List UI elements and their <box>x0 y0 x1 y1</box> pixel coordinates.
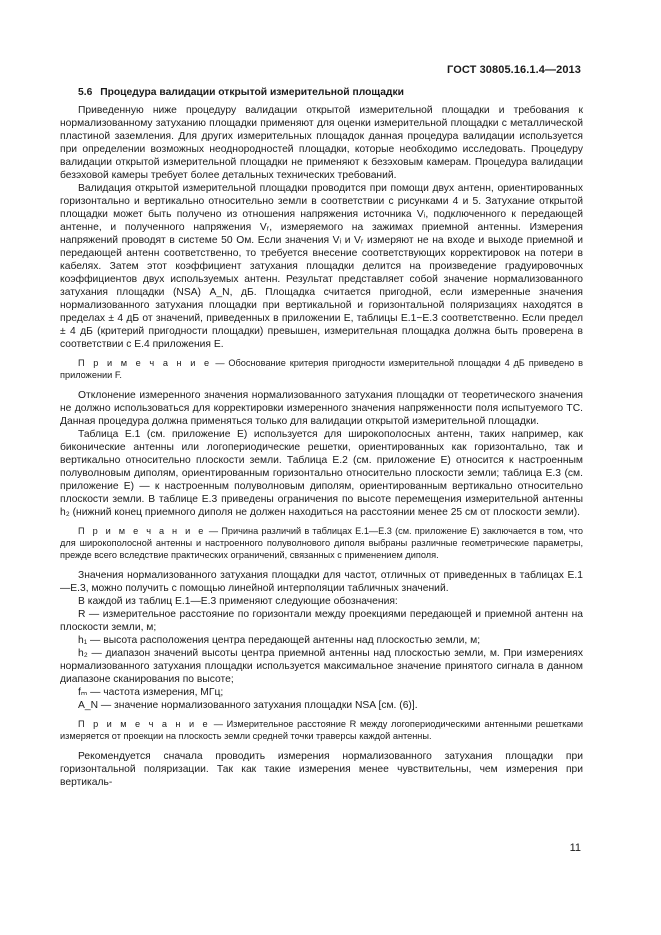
paragraph-recommendation: Рекомендуется сначала проводить измерения нормализованного затухания площадки при горизонтальной поляризации. Так как такие измерения менее чувствительны, чем измерения при вертикаль- <box>60 751 583 788</box>
section-title: Процедура валидации открытой измерительной площадки <box>100 87 404 98</box>
paragraph-tables: Таблица Е.1 (см. приложение Е) используется для широкополосных антенн, таких например, как биконические антенны или логопериодические решетки, ориентированных как горизонтально, так и вертикально относительно плоскости земли. Таблица Е.2 (см. приложение Е) относится к настроенным полуволновым диполям, ориентированным горизонтально относительно плоскости земли; таблица Е.3 (см. приложение Е) — к настроенным полуволновым диполям, ориентированным вертикально относительно плоскости земли. В таблице Е.3 приведены ограничения по высоте перемещения измерительной антенны h₂ (нижний конец приемного диполя не должен находиться на расстоянии менее 25 см от плоскости земли). <box>60 429 583 518</box>
note-3 <box>60 718 583 742</box>
definition-R: R — измерительное расстояние по горизонтали между проекциями передающей и приемной антенн на плоскости земли, м; <box>60 609 583 633</box>
note-label: П р и м е ч а н и е <box>78 526 206 536</box>
page-number: 11 <box>569 842 581 854</box>
note-3-text: — Измерительное расстояние R между логопериодическими антенными решетками измеряется от проекции на плоскость земли средней точки траверсы каждой антенны. <box>60 719 583 741</box>
paragraph-notation-intro: В каждой из таблиц Е.1—Е.3 применяют следующие обозначения: <box>78 596 398 607</box>
definition-AN: A_N — значение нормализованного затухания площадки NSA [см. (6)]. <box>78 700 418 711</box>
section-heading <box>78 86 583 99</box>
note-2 <box>60 525 583 561</box>
note-1 <box>60 357 583 381</box>
definition-fm: fₘ — частота измерения, МГц; <box>78 687 224 698</box>
paragraph-deviation: Отклонение измеренного значения нормализованного затухания площадки от теоретического значения не должно использоваться для корректировки измеренного значения напряженности поля испытуемого ТС. Данная процедура должна применяться только для валидации открытой измерительной площадки. <box>60 390 583 427</box>
note-1-text: — Обоснование критерия пригодности измерительной площадки 4 дБ приведено в приложении F. <box>60 358 583 380</box>
paragraph-validation-method: Валидация открытой измерительной площадки проводится при помощи двух антенн, ориентированных горизонтально и вертикально относительно земли в соответствии с рисунками 4 и 5. Затухание открытой площадки может быть получено из отношения напряжения источника Vᵢ, подключенного к передающей антенне, и полученного напряжения Vᵣ, измеряемого на зажимах приемной антенны. Измерения напряжений проводят в системе 50 Ом. Если значения Vᵢ и Vᵣ измеряют не на входе и выходе приемной и передающей антенн соответственно, то требуется внесение соответствующих корректировок на потери в кабелях. Затем этот коэффициент затухания площадки делится на произведение градуировочных коэффициентов двух используемых антенн. Результат представляет собой значение нормализованного затухания площадки (NSA) A_N, дБ. Площадка считается пригодной, если измеренные значения нормализованного затухания площадки при вертикальной и горизонтальной поляризациях находятся в пределах ± 4 дБ от значений, приведенных в приложении Е, таблицы Е.1−Е.3 соответственно. Если предел ± 4 дБ (критерий пригодности площадки) превышен, измерительная площадка должна быть проверена в соответствии с Е.4 приложения Е. <box>60 183 583 350</box>
paragraph-interpolation: Значения нормализованного затухания площадки для частот, отличных от приведенных в таблицах Е.1—Е.3, можно получить с помощью линейной интерполяции табличных значений. <box>60 570 583 594</box>
document-id: ГОСТ 30805.16.1.4—2013 <box>447 64 581 76</box>
note-2-text: — Причина различий в таблицах Е.1—Е.3 (см. приложение Е) заключается в том, что для широкополосной антенны и настроенного полуволнового диполя выбраны различные геометрические параметры, прежде всего вследствие практических ограничений, связанных с применением диполя. <box>60 526 583 560</box>
note-label: П р и м е ч а н и е <box>78 358 212 368</box>
section-number: 5.6 <box>78 87 93 98</box>
notation-list <box>60 608 583 712</box>
note-label: П р и м е ч а н и е <box>78 719 211 729</box>
paragraph-intro: Приведенную ниже процедуру валидации открытой измерительной площадки и требования к нормализованному затуханию площадки применяют для оценки измерительной площадки с металлической пластиной заземления. Для других измерительных площадок данная процедура валидации используется при определении возможных неоднородностей площадки, которые необходимо исследовать. Процедуру валидации открытой измерительной площадки не применяют к безэховым камерам. Процедура валидации безэховой камеры требует более детальных технических требований. <box>60 105 583 181</box>
page-content <box>60 86 583 789</box>
definition-h2: h₂ — диапазон значений высоты центра приемной антенны над плоскостью земли, м. При измерениях нормализованного затухания площадки используется максимальное значение принятого сигнала в данном диапазоне сканирования по высоте; <box>60 648 583 685</box>
definition-h1: h₁ — высота расположения центра передающей антенны над плоскостью земли, м; <box>78 635 481 646</box>
